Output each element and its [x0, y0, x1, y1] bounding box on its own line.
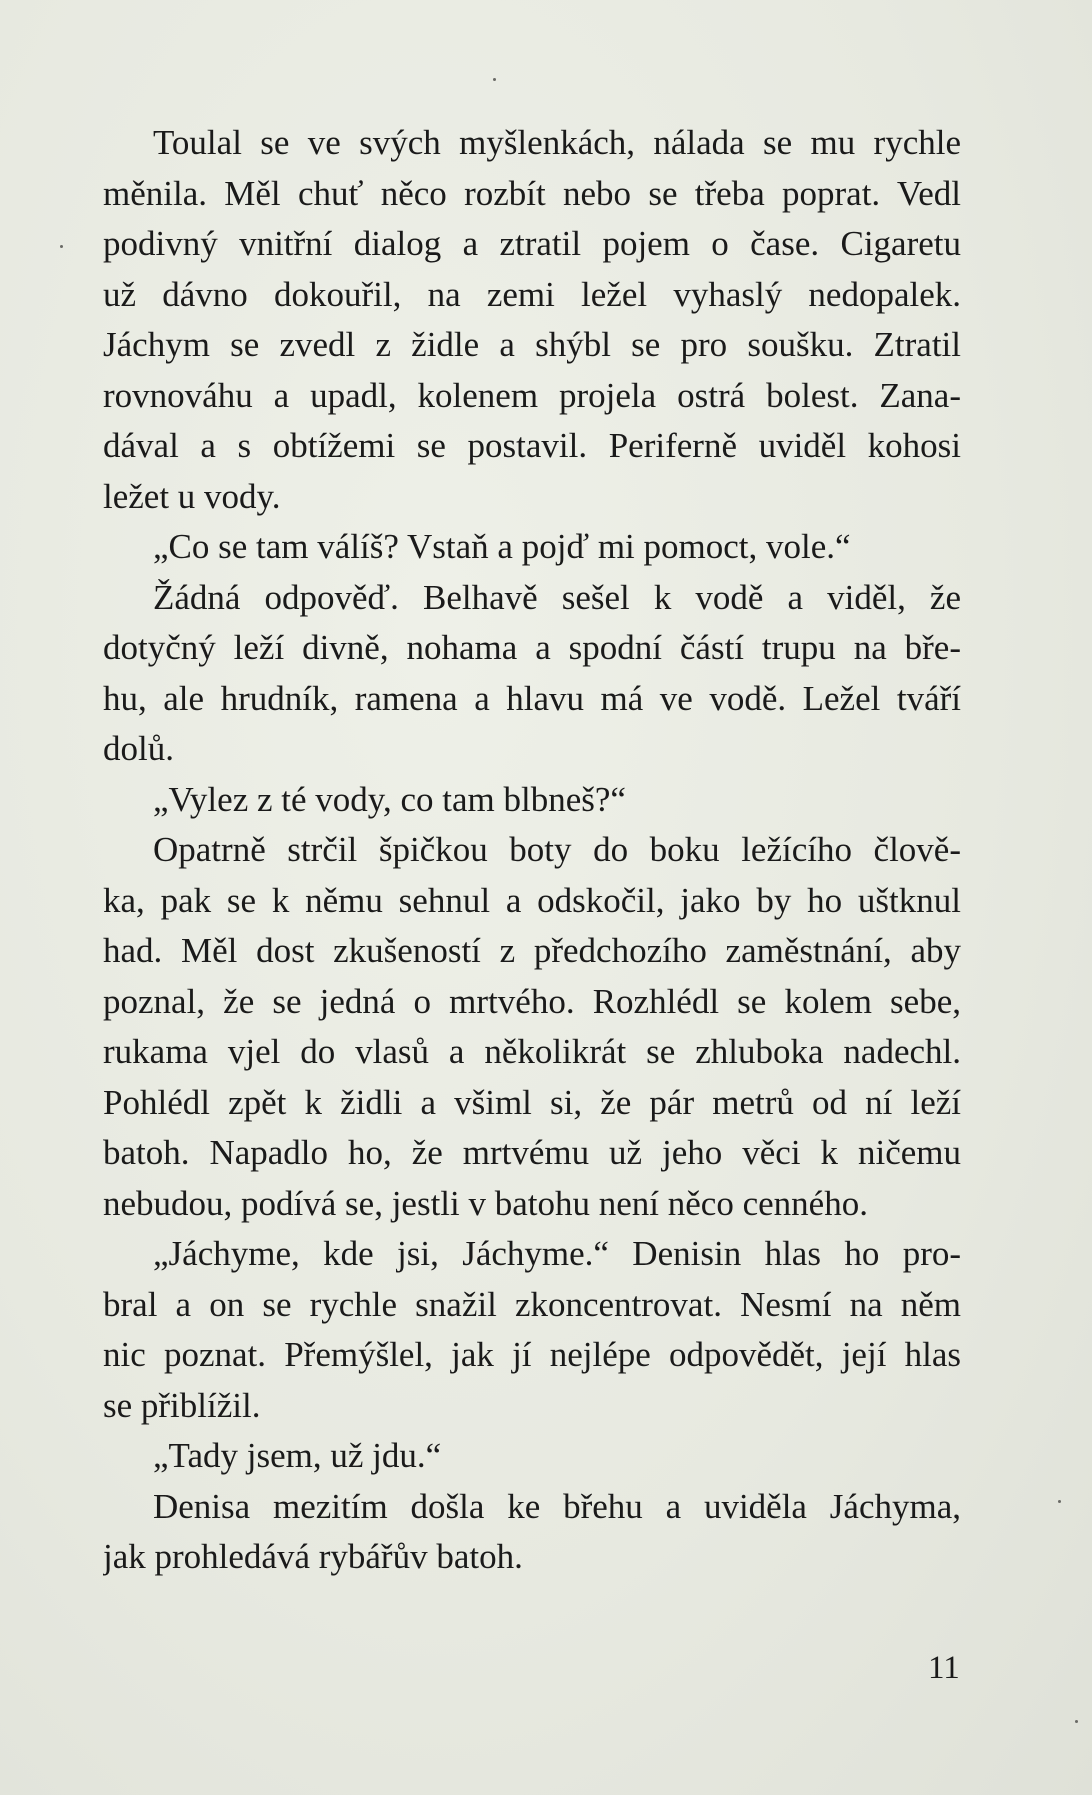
text-line: měnila. Měl chuť něco rozbít nebo se třeba poprat. Vedl: [103, 173, 961, 213]
paper-speck: [1058, 1500, 1061, 1503]
text-line: Žádná odpověď. Belhavě sešel k vodě a viděl, že: [153, 577, 961, 617]
text-line: dolů.: [103, 729, 174, 768]
text-line: had. Měl dost zkušeností z předchozího zaměstnání, aby: [103, 931, 961, 970]
paper-speck: [60, 245, 63, 248]
text-line: batoh. Napadlo ho, že mrtvému už jeho věci k ničemu: [103, 1133, 961, 1172]
paper-speck: [493, 78, 496, 81]
text-line: Opatrně strčil špičkou boty do boku ležícího člově-: [153, 830, 961, 869]
text-line: hu, ale hrudník, ramena a hlavu má ve vodě. Ležel tváří: [103, 678, 961, 718]
text-line: „Tady jsem, už jdu.“: [153, 1436, 442, 1475]
text-line: už dávno dokouřil, na zemi ležel vyhaslý nedopalek.: [103, 274, 961, 314]
text-line: Toulal se ve svých myšlenkách, nálada se mu rychle: [153, 123, 961, 162]
text-line: nebudou, podívá se, jestli v batohu není něco cenného.: [103, 1183, 868, 1223]
text-line: rukama vjel do vlasů a několikrát se zhluboka nadechl.: [103, 1032, 961, 1071]
text-line: podivný vnitřní dialog a ztratil pojem o čase. Cigaretu: [103, 224, 961, 263]
text-line: ka, pak se k němu sehnul a odskočil, jako by ho uštknul: [103, 880, 961, 920]
text-line: ležet u vody.: [103, 476, 281, 516]
body-text: [103, 118, 961, 1583]
text-line: jak prohledává rybářův batoh.: [103, 1537, 523, 1576]
paper-speck: [1075, 1720, 1078, 1723]
text-line: „Co se tam válíš? Vstaň a pojď mi pomoct, vole.“: [153, 527, 851, 566]
text-line: dotyčný leží divně, nohama a spodní částí trupu na bře-: [103, 628, 961, 667]
text-line: nic poznat. Přemýšlel, jak jí nejlépe odpovědět, její hlas: [103, 1335, 961, 1374]
page-number: 11: [928, 1650, 960, 1686]
text-line: poznal, že se jedná o mrtvého. Rozhlédl se kolem sebe,: [103, 981, 961, 1021]
text-line: Pohlédl zpět k židli a všiml si, že pár metrů od ní leží: [103, 1082, 961, 1122]
text-line: rovnováhu a upadl, kolenem projela ostrá bolest. Zana-: [103, 375, 961, 415]
text-line: Denisa mezitím došla ke břehu a uviděla Jáchyma,: [153, 1486, 961, 1526]
text-line: Jáchym se zvedl z židle a shýbl se pro soušku. Ztratil: [103, 325, 961, 364]
text-line: bral a on se rychle snažil zkoncentrovat. Nesmí na něm: [103, 1284, 961, 1324]
text-line: „Jáchyme, kde jsi, Jáchyme.“ Denisin hlas ho pro-: [153, 1234, 961, 1273]
text-line: „Vylez z té vody, co tam blbneš?“: [153, 779, 626, 819]
text-line: dával a s obtížemi se postavil. Periferně uviděl kohosi: [103, 426, 961, 465]
text-line: se přiblížil.: [103, 1385, 261, 1425]
